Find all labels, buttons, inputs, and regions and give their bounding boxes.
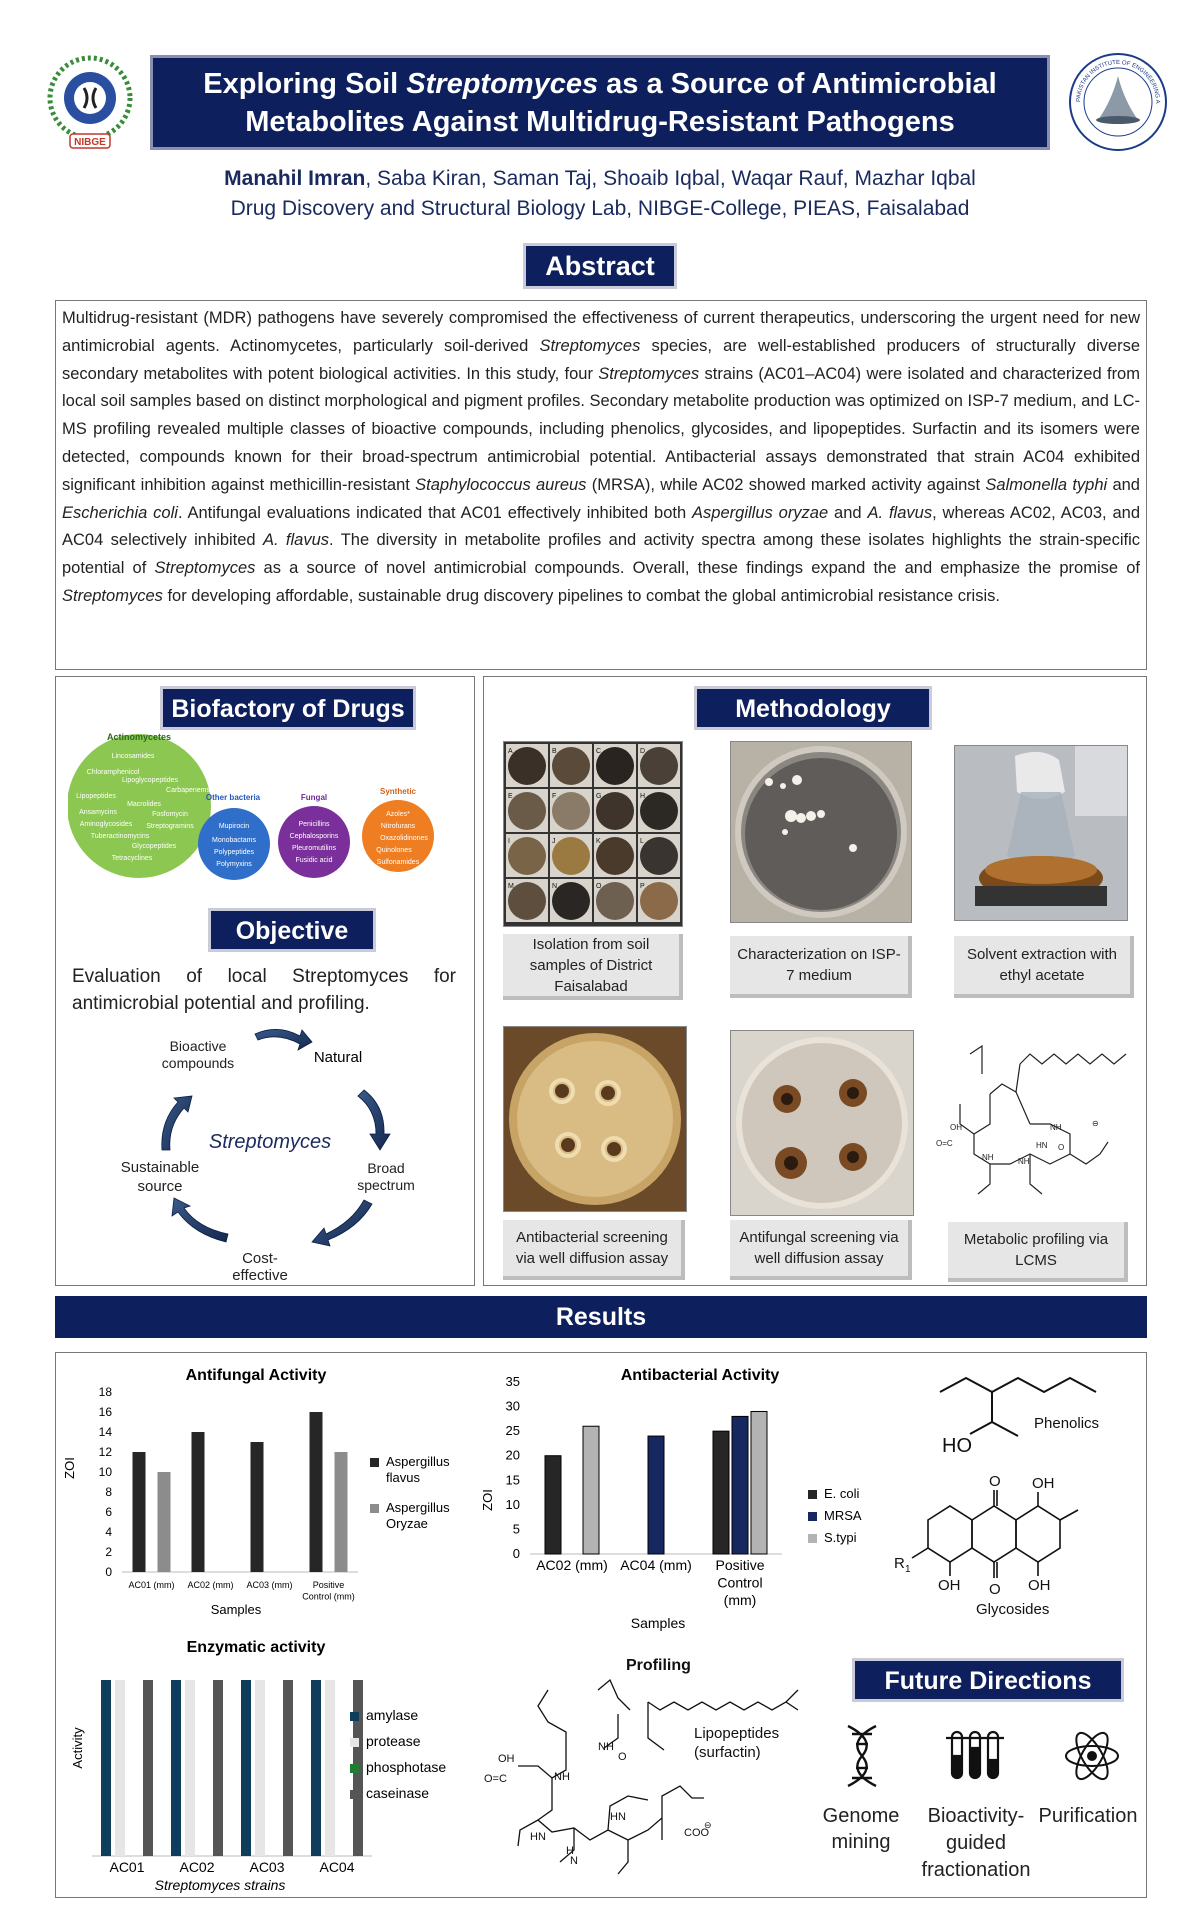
legend-label: E. coli <box>824 1486 860 1501</box>
x-axis-label: Streptomyces strains <box>154 1877 286 1893</box>
svg-text:⊖: ⊖ <box>704 1820 712 1830</box>
extraction-photo <box>954 745 1128 921</box>
actino-item: Ansamycins <box>79 809 117 816</box>
profiling-label: Profiling <box>626 1657 691 1674</box>
right-logo-text: PAKISTAN INSTITUTE OF ENGINEERING A <box>1075 59 1161 104</box>
methodology-heading: Methodology <box>694 686 932 730</box>
bar <box>143 1680 153 1856</box>
y-axis-label: ZOI <box>480 1489 495 1511</box>
bar <box>310 1412 323 1572</box>
actino-item: Lipopeptides <box>76 793 116 800</box>
y-tick-label: 8 <box>105 1485 112 1499</box>
svg-text:O: O <box>989 1473 1001 1490</box>
svg-text:OH: OH <box>498 1753 515 1765</box>
bacteria-title: Other bacteria <box>205 793 261 802</box>
results-heading: Results <box>55 1296 1147 1338</box>
actino-item: Macrolides <box>127 801 161 808</box>
bar <box>255 1680 265 1856</box>
x-tick-label: Positive <box>312 1580 345 1590</box>
phenolics-structure <box>930 1370 1140 1464</box>
svg-text:N: N <box>570 1855 578 1867</box>
svg-text:NH: NH <box>598 1741 614 1753</box>
antibacterial-chart <box>470 1360 890 1660</box>
bar <box>545 1456 561 1554</box>
profiling-structure <box>478 1650 838 1888</box>
svg-text:HN: HN <box>610 1811 626 1823</box>
future-item-genome: Genome mining <box>822 1805 900 1853</box>
y-axis-label: Activity <box>70 1727 85 1769</box>
synthetic-title: Synthetic <box>379 787 417 796</box>
soil-sample <box>640 882 678 920</box>
svg-text:NH: NH <box>1018 1157 1030 1166</box>
caption-extraction: Solvent extraction with ethyl acetate <box>954 936 1134 998</box>
chart-title: Enzymatic activity <box>186 1639 326 1656</box>
biofactory-diagram <box>68 728 468 884</box>
bar <box>732 1416 748 1554</box>
synthetic-item: Nitrofurans <box>380 823 416 830</box>
legend-label: protease <box>366 1733 421 1749</box>
svg-text:⊖: ⊖ <box>1092 1119 1099 1128</box>
soil-label: B <box>552 748 557 755</box>
caption-antibacterial: Antibacterial screening via well diffusion assay <box>503 1220 685 1280</box>
y-tick-label: 2 <box>105 1545 112 1559</box>
future-item-purification: Purification <box>1038 1805 1138 1827</box>
caption-lcms: Metabolic profiling via LCMS <box>948 1222 1128 1282</box>
glycosides-structure <box>888 1472 1120 1622</box>
cycle-center: Streptomyces <box>208 1131 332 1153</box>
actino-item: Lincosamides <box>111 753 155 760</box>
legend-label: caseinase <box>366 1785 430 1801</box>
soil-sample <box>640 792 678 830</box>
left-logo <box>40 52 140 152</box>
bar <box>192 1432 205 1572</box>
actino-item: Aminoglycosides <box>79 821 133 828</box>
bar <box>133 1452 146 1572</box>
legend-label: S.typi <box>824 1530 857 1545</box>
actino-item: Lipoglycopeptides <box>121 777 179 784</box>
caption-isolation: Isolation from soil samples of District Faisalabad <box>503 934 683 1000</box>
bar <box>115 1680 125 1856</box>
objective-heading: Objective <box>208 908 376 952</box>
actino-item: Glycopeptides <box>131 843 177 850</box>
bacteria-item: Mupirocin <box>218 823 250 830</box>
right-logo <box>1066 50 1170 154</box>
y-tick-label: 12 <box>98 1445 112 1459</box>
y-tick-label: 10 <box>98 1465 112 1479</box>
antifungal-chart <box>60 1356 460 1618</box>
cycle-bioactive: Bioactive compounds <box>161 1038 235 1071</box>
bar <box>251 1442 264 1572</box>
bar <box>158 1472 171 1572</box>
y-tick-label: 20 <box>505 1447 520 1463</box>
dna-icon <box>838 1724 886 1788</box>
soil-sample <box>508 837 546 875</box>
svg-text:O=C: O=C <box>484 1773 507 1785</box>
soil-sample <box>596 882 634 920</box>
bacteria-item: Polymyxins <box>216 861 252 868</box>
bar <box>213 1680 223 1856</box>
y-tick-label: 30 <box>505 1398 520 1414</box>
synthetic-item: Sulfonamides <box>376 859 420 866</box>
x-axis-label: Samples <box>630 1615 686 1631</box>
synthetic-item: Quinolones <box>376 847 412 854</box>
svg-text:R: R <box>894 1555 905 1572</box>
svg-text:H: H <box>566 1845 574 1857</box>
affiliation-line: Drug Discovery and Structural Biology Lab, NIBGE-College, PIEAS, Faisalabad <box>230 197 970 220</box>
chart-title: Antibacterial Activity <box>620 1367 780 1384</box>
soil-label: G <box>596 793 602 800</box>
isp7-plate-photo <box>730 741 912 923</box>
chart-title: Antifungal Activity <box>185 1367 327 1384</box>
bar <box>185 1680 195 1856</box>
x-axis-label: Samples <box>210 1602 262 1617</box>
x-tick-label: AC04 <box>319 1859 355 1875</box>
y-tick-label: 4 <box>105 1525 112 1539</box>
bacteria-item: Monobactams <box>212 837 256 844</box>
abstract-text: Multidrug-resistant (MDR) pathogens have severely compromised the effectiveness of current therapeutics, underscoring the urgent need for new antimicrobial agents. Actinomycetes, particularly soil-derived Streptomyces species, are well-established producers of structurally diverse secondary metabolites with potent biological activities. In this study, four Streptomyces strains (AC01–AC04) were isolated and characterized from local soil samples based on distinct morphological and pigment profiles. Secondary metabolite production was optimized on ISP-7 medium, and LC-MS profiling revealed multiple classes of bioactive compounds, including phenolics, glycosides, and lipopeptides. Surfactin and its isomers were detected, compounds known for their broad-spectrum antimicrobial potential. Antibacterial assays demonstrated that strain AC04 exhibited significant inhibition against methicillin-resistant Staphylococcus aureus (MRSA), while AC02 showed marked activity against Salmonella typhi and Escherichia coli. Antifungal evaluations indicated that AC01 effectively inhibited both Aspergillus oryzae and A. flavus, whereas AC02, AC03, and AC04 selectively inhibited A. flavus. The diversity in metabolite profiles and activity spectra among these isolates highlights the strain-specific potential of Streptomyces as a source of novel antimicrobial compounds. Overall, these findings expand the and emphasize the promise of Streptomyces for developing affordable, sustainable drug discovery pipelines to combat the global antimicrobial resistance crisis. <box>62 309 1141 605</box>
caption-antifungal: Antifungal screening via well diffusion assay <box>730 1220 912 1280</box>
svg-text:OH: OH <box>950 1123 962 1132</box>
fungal-item: Cephalosporins <box>289 833 339 840</box>
soil-sample <box>596 837 634 875</box>
soil-label: O <box>596 883 602 890</box>
soil-label: K <box>596 838 601 845</box>
y-tick-label: 0 <box>512 1546 520 1561</box>
actino-title: Actinomycetes <box>106 732 172 742</box>
svg-text:O: O <box>618 1751 627 1763</box>
legend-swatch <box>808 1512 817 1521</box>
legend-label: Aspergillus <box>386 1454 450 1469</box>
y-tick-label: 16 <box>98 1405 112 1419</box>
soil-sample <box>596 747 634 785</box>
soil-sample <box>552 792 590 830</box>
cycle-broad: Broad spectrum <box>357 1160 415 1193</box>
legend-swatch <box>350 1712 359 1721</box>
caption-characterization: Characterization on ISP-7 medium <box>730 936 912 998</box>
legend-swatch <box>350 1764 359 1773</box>
soil-label: I <box>508 838 510 845</box>
soil-label: C <box>596 748 602 755</box>
actino-item: Chloramphenicol <box>86 769 140 776</box>
soil-label: E <box>508 793 513 800</box>
x-tick-label: AC02 <box>179 1859 215 1875</box>
cycle-sustainable: Sustainable source <box>120 1159 200 1195</box>
x-tick-label: AC03 (mm) <box>246 1580 293 1590</box>
soil-sample <box>552 747 590 785</box>
bar <box>241 1680 251 1856</box>
synthetic-item: Azoles* <box>386 811 410 818</box>
bar <box>751 1411 767 1554</box>
soil-label: M <box>508 883 514 890</box>
actino-item: Tuberactinomycins <box>90 833 150 840</box>
svg-text:HN: HN <box>1036 1141 1048 1150</box>
soil-sample <box>640 837 678 875</box>
svg-text:HN: HN <box>530 1831 546 1843</box>
actino-item: Fosfomycin <box>152 811 188 818</box>
svg-text:NH: NH <box>554 1771 570 1783</box>
x-tick-label: AC04 (mm) <box>620 1557 692 1573</box>
svg-text:O: O <box>1058 1143 1065 1152</box>
soil-sample <box>508 747 546 785</box>
legend-label: flavus <box>386 1470 420 1485</box>
legend-swatch <box>370 1504 379 1513</box>
legend-swatch <box>808 1490 817 1499</box>
x-tick-label: AC02 (mm) <box>536 1557 608 1573</box>
bacteria-item: Polypeptides <box>213 849 255 856</box>
y-axis-label: ZOI <box>62 1457 77 1479</box>
soil-sample <box>508 792 546 830</box>
fungal-item: Fusidic acid <box>295 857 333 864</box>
svg-text:NH: NH <box>982 1153 994 1162</box>
biofactory-heading: Biofactory of Drugs <box>160 686 416 730</box>
x-tick-label: AC01 (mm) <box>128 1580 175 1590</box>
soil-samples-photo <box>503 741 683 927</box>
soil-sample <box>596 792 634 830</box>
fungal-title: Fungal <box>300 793 328 802</box>
soil-sample <box>552 837 590 875</box>
svg-text:O: O <box>989 1581 1001 1598</box>
x-tick-label: AC02 (mm) <box>187 1580 234 1590</box>
abstract-heading: Abstract <box>523 243 677 289</box>
soil-sample <box>552 882 590 920</box>
bar <box>583 1426 599 1554</box>
legend-swatch <box>808 1534 817 1543</box>
fungal-item: Penicillins <box>298 821 330 828</box>
legend-label: Aspergillus <box>386 1500 450 1515</box>
y-tick-label: 25 <box>505 1423 520 1439</box>
test-tubes-icon <box>944 1726 1006 1786</box>
glycosides-label: Glycosides <box>976 1601 1050 1618</box>
atom-icon <box>1062 1726 1122 1786</box>
legend-label: Oryzae <box>386 1516 428 1531</box>
soil-label: P <box>640 883 645 890</box>
bar <box>648 1436 664 1554</box>
enzymatic-chart <box>60 1628 460 1894</box>
lipopeptides-label: Lipopeptides (surfactin) <box>694 1725 780 1761</box>
cycle-natural: Natural <box>313 1049 363 1066</box>
x-tick-label: AC01 <box>109 1859 145 1875</box>
legend-label: amylase <box>366 1707 419 1723</box>
svg-text:OH: OH <box>1032 1475 1055 1492</box>
abstract-panel <box>55 300 1147 670</box>
bar <box>325 1680 335 1856</box>
svg-text:1: 1 <box>905 1564 911 1575</box>
bar <box>335 1452 348 1572</box>
phenolics-label: Phenolics <box>1034 1415 1100 1432</box>
legend-swatch <box>350 1738 359 1747</box>
y-tick-label: 10 <box>505 1496 520 1512</box>
x-tick-label: Control <box>717 1574 763 1591</box>
legend-swatch <box>370 1458 379 1467</box>
soil-sample <box>640 747 678 785</box>
y-tick-label: 6 <box>105 1505 112 1519</box>
svg-text:OH: OH <box>1028 1577 1051 1594</box>
author-line: Manahil Imran, Saba Kiran, Saman Taj, Shoaib Iqbal, Waqar Rauf, Mazhar Iqbal <box>224 167 976 190</box>
soil-label: A <box>508 748 513 755</box>
left-logo-text: NIBGE <box>74 137 106 148</box>
soil-label: J <box>552 838 556 845</box>
synthetic-item: Oxazolidinones <box>380 835 428 842</box>
future-item-bioactivity: Bioactivity-guided fractionation <box>921 1805 1031 1881</box>
soil-label: D <box>640 748 646 755</box>
bar <box>283 1680 293 1856</box>
x-tick-label: Positive <box>715 1557 765 1573</box>
bar <box>311 1680 321 1856</box>
antibacterial-plate-photo <box>503 1026 687 1212</box>
legend-swatch <box>350 1790 359 1799</box>
surfactin-structure-small <box>930 1034 1136 1220</box>
y-tick-label: 18 <box>98 1385 112 1399</box>
legend-label: phosphotase <box>366 1759 447 1775</box>
ho-label: HO <box>942 1435 972 1457</box>
actino-item: Carbapenems <box>166 787 210 794</box>
x-tick-label: AC03 <box>249 1859 285 1875</box>
actino-item: Streptogramins <box>146 823 194 830</box>
y-tick-label: 14 <box>98 1425 112 1439</box>
y-tick-label: 15 <box>505 1472 520 1488</box>
soil-label: L <box>640 838 644 845</box>
soil-label: H <box>640 793 646 800</box>
svg-text:COO: COO <box>684 1827 710 1839</box>
x-tick-label: Control (mm) <box>302 1591 355 1602</box>
svg-text:NH: NH <box>1050 1123 1062 1132</box>
actino-item: Tetracyclines <box>111 855 153 862</box>
svg-text:OH: OH <box>938 1577 961 1594</box>
objective-cycle <box>100 1022 440 1280</box>
fungal-item: Pleuromutilins <box>292 845 336 852</box>
bar <box>101 1680 111 1856</box>
soil-label: N <box>552 883 558 890</box>
objective-text: Evaluation of local Streptomyces for antimicrobial potential and profiling. <box>72 966 456 1014</box>
svg-text:O=C: O=C <box>936 1139 953 1148</box>
bar <box>171 1680 181 1856</box>
antifungal-plate-photo <box>730 1030 914 1216</box>
y-tick-label: 5 <box>512 1521 520 1537</box>
x-tick-label: (mm) <box>723 1592 757 1608</box>
bar <box>713 1431 729 1554</box>
poster-title: Exploring Soil Streptomyces as a Source of Antimicrobial Metabolites Against Multidrug-Resistant Pathogens <box>150 55 1050 150</box>
soil-label: F <box>552 793 557 800</box>
y-tick-label: 35 <box>505 1374 520 1389</box>
future-heading: Future Directions <box>852 1658 1124 1702</box>
y-tick-label: 0 <box>105 1565 112 1579</box>
cycle-cost: Cost-effective <box>232 1250 288 1280</box>
legend-label: MRSA <box>824 1508 862 1523</box>
